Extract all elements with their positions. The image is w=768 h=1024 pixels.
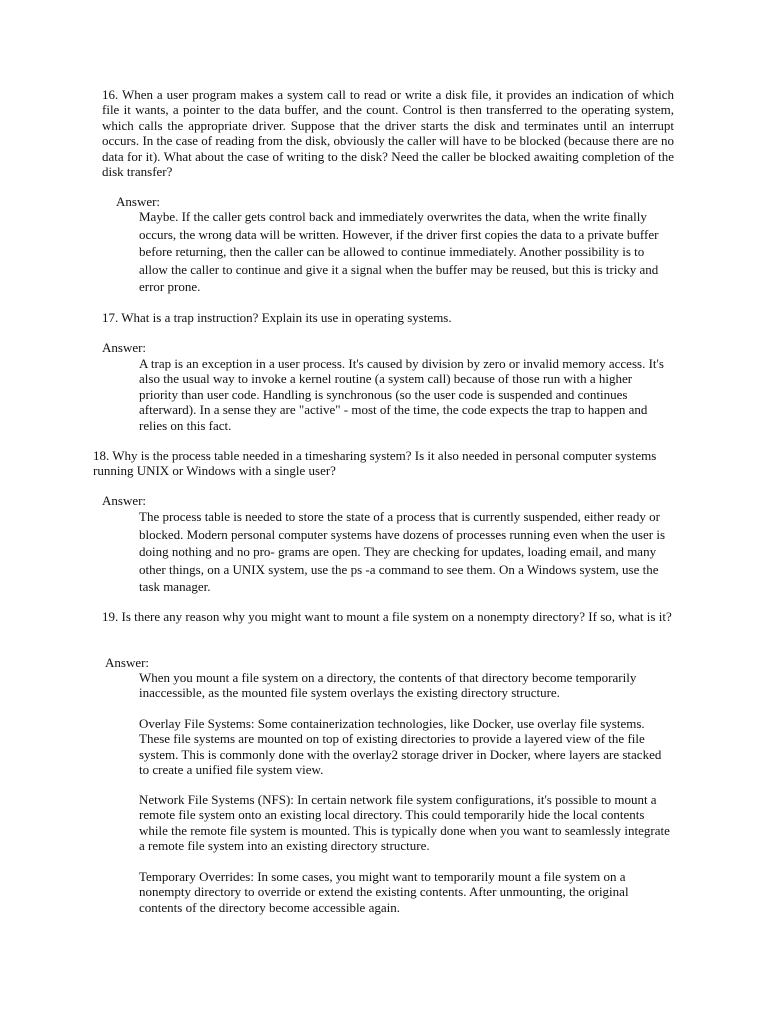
question-16-text: 16. When a user program makes a system call to read or write a disk file, it provides an indication of which file it wants, a pointer to the data buffer, and the count. Control is then transferred to the operating system, which calls the appropriate driver. Suppose that the driver starts the disk and terminates until an interrupt occurs. In the case of reading from the disk, obviously the caller will have to be blocked (because there are no data for it). What about the case of writing to the disk? Need the caller be blocked awaiting completion of the disk transfer?: [102, 87, 674, 180]
answer-18-text: The process table is needed to store the state of a process that is currently suspended, either ready or blocked. Modern personal computer systems have dozens of processes running even when the user is doing nothing and no pro- grams are open. They are checking for updates, loading email, and many other things, on a UNIX system, use the ps -a command to see them. On a Windows system, use the task manager.: [139, 509, 665, 595]
question-19-text: 19. Is there any reason why you might want to mount a file system on a nonempty directory? If so, what is it?: [102, 609, 672, 624]
answer-19-temporary-overrides: Temporary Overrides: In some cases, you might want to temporarily mount a file system on a nonempty directory to override or extend the existing contents. After unmounting, the original contents of the directory become accessible again.: [139, 869, 629, 915]
answer-19-label: Answer:: [105, 655, 150, 670]
answer-17-label: Answer:: [102, 340, 147, 355]
answer-18-label: Answer:: [102, 493, 147, 508]
question-18-text: 18. Why is the process table needed in a timesharing system? Is it also needed in personal computer systems running UNIX or Windows with a single user?: [93, 448, 657, 479]
answer-16-label: Answer:: [116, 194, 161, 209]
answer-16-text: Maybe. If the caller gets control back and immediately overwrites the data, when the write finally occurs, the wrong data will be written. However, if the driver first copies the data to a private buffer before returning, then the caller can be allowed to continue immediately. Another possibility is to allow the caller to continue and give it a signal when the buffer may be reused, but this is tricky and error prone.: [139, 209, 659, 295]
question-17-text: 17. What is a trap instruction? Explain its use in operating systems.: [102, 310, 452, 325]
answer-19-network-file-systems: Network File Systems (NFS): In certain network file system configurations, it's possible to mount a remote file system onto an existing local directory. This could temporarily hide the local contents while the remote file system is mounted. This is typically done when you want to seamlessly integrate a remote file system into an existing directory structure.: [139, 792, 670, 854]
answer-17-text: A trap is an exception in a user process. It's caused by division by zero or invalid memory access. It's also the usual way to invoke a kernel routine (a system call) because of those run with a higher priority than user code. Handling is synchronous (so the user code is suspended and continues afterward). In a sense they are "active" - most of the time, the code expects the trap to happen and relies on this fact.: [139, 356, 664, 433]
answer-19-intro: When you mount a file system on a directory, the contents of that directory become temporarily inaccessible, as the mounted file system overlays the existing directory structure.: [139, 670, 637, 701]
answer-19-overlay-file-systems: Overlay File Systems: Some containerization technologies, like Docker, use overlay file systems. These file systems are mounted on top of existing directories to provide a layered view of the file system. This is commonly done with the overlay2 storage driver in Docker, where layers are stacked to create a unified file system view.: [139, 716, 662, 778]
